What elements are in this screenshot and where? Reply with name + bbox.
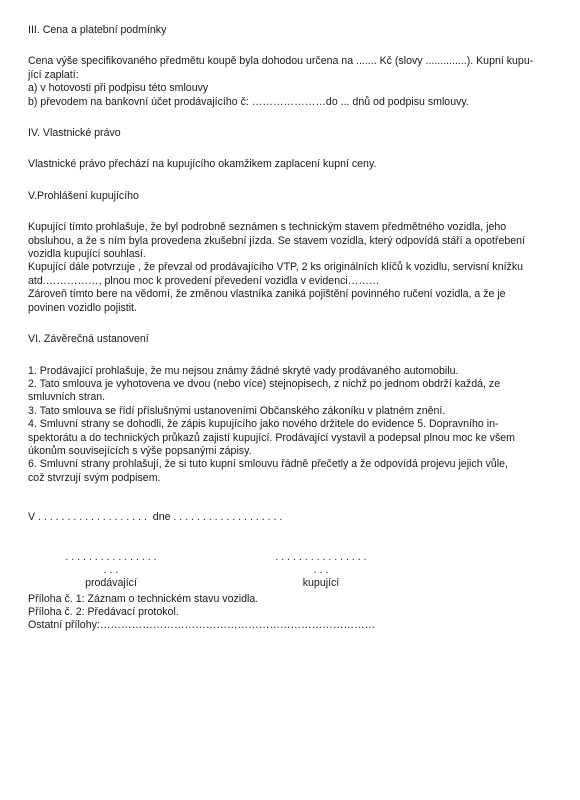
text-line: 6. Smluvní strany prohlašují, že si tuto kupní smlouvu řádně přečetly a že odpovídá projevu jejich vůle, (28, 458, 508, 471)
attachments (28, 593, 548, 633)
seller-signature (64, 551, 158, 591)
attachment-1: Příloha č. 1: Záznam o technickém stavu vozidla. (28, 592, 259, 605)
text-line: povinen vozidlo pojistit. (28, 301, 137, 314)
text-line: což stvrzují svým podpisem. (28, 471, 161, 484)
signature-row (28, 551, 548, 593)
text-line: vozidla kupující souhlasí. (28, 248, 146, 261)
section-5-body (28, 221, 548, 315)
spacer (28, 109, 548, 127)
attachment-2: Příloha č. 2: Předávací protokol. (28, 605, 179, 618)
text-line: spektorátu a do technických průkazů zajistí kupující. Prodávající vystavil a podepsal plnou moc ke všem (28, 431, 515, 444)
payment-option-a: a) v hotovosti při podpisu této smlouvy (28, 82, 209, 95)
seller-signature-line: . . . . . . . . . . . . . . . . . . . (65, 550, 157, 576)
text-line: Zároveň tímto bere na vědomí, že změnou vlastníka zaniká pojištění povinného ručení vozidla, a že je (28, 288, 506, 301)
section-4-heading: IV. Vlastnické právo (28, 127, 121, 140)
attachment-other: Ostatní přílohy:…………………………………………………………………… (28, 619, 376, 632)
text-line: Kupující tímto prohlašuje, že byl podrobně seznámen s technickým stavem předmětného vozidla, jeho (28, 221, 507, 234)
text-line: úkonům souvisejících s výše popsanými zápisy. (28, 444, 252, 457)
text-line: 4. Smluvní strany se dohodli, že zápis kupujícího jako nového držitele do evidence 5. Dopravního in- (28, 418, 499, 431)
seller-label: prodávající (85, 577, 137, 590)
text-line: 3. Tato smlouva se řídí příslušnými ustanoveními Občanského zákoníku v platném znění. (28, 404, 446, 417)
section-3-heading: III. Cena a platební podmínky (28, 24, 167, 36)
spacer (28, 172, 548, 190)
buyer-signature-line: . . . . . . . . . . . . . . . . . . . (275, 550, 367, 576)
spacer (28, 203, 548, 221)
section-6-body (28, 365, 548, 486)
text-line: smluvních stran. (28, 391, 106, 404)
buyer-label: kupující (302, 577, 340, 590)
section-3-body (28, 55, 548, 109)
text-line: atd.……………, plnou moc k provedení převedení vozidla v evidenci……… (28, 274, 380, 287)
buyer-signature (274, 551, 368, 591)
section-5-heading: V.Prohlášení kupujícího (28, 189, 139, 202)
contract-page (28, 24, 548, 633)
price-line: jící zaplatí: (28, 68, 79, 81)
section-4-body: Vlastnické právo přechází na kupujícího okamžikem zaplacení kupní ceny. (28, 158, 377, 171)
spacer (28, 485, 548, 511)
price-line: Cena výše specifikovaného předmětu koupě byla dohodou určena na ....... Kč (slovy ..............). Kupní kupu- (28, 55, 534, 68)
spacer (28, 37, 548, 55)
text-line: 2. Tato smlouva je vyhotovena ve dvou (nebo více) stejnopisech, z nichž po jednom obdrží každá, ze (28, 377, 501, 390)
spacer (28, 347, 548, 365)
spacer (28, 315, 548, 333)
spacer (28, 525, 548, 551)
payment-option-b: b) převodem na bankovní účet prodávajícího č: …………………do ... dnů od podpisu smlouvy. (28, 95, 469, 108)
section-6-heading: VI. Závěrečná ustanovení (28, 333, 149, 346)
text-line: obsluhou, a že s ním byla provedena zkušební jízda. Se stavem vozidla, který odpovídá stáří a opotřebení (28, 234, 526, 247)
text-line: Kupující dále potvrzuje , že převzal od prodávajícího VTP, 2 ks originálních klíčů k vozidlu, servisní knížku (28, 261, 524, 274)
spacer (28, 140, 548, 158)
text-line: 1. Prodávající prohlašuje, že mu nejsou známy žádné skryté vady prodávaného automobilu. (28, 364, 459, 377)
place-date-line: V . . . . . . . . . . . . . . . . . . . dne . . . . . . . . . . . . . . . . . . . (28, 511, 283, 524)
